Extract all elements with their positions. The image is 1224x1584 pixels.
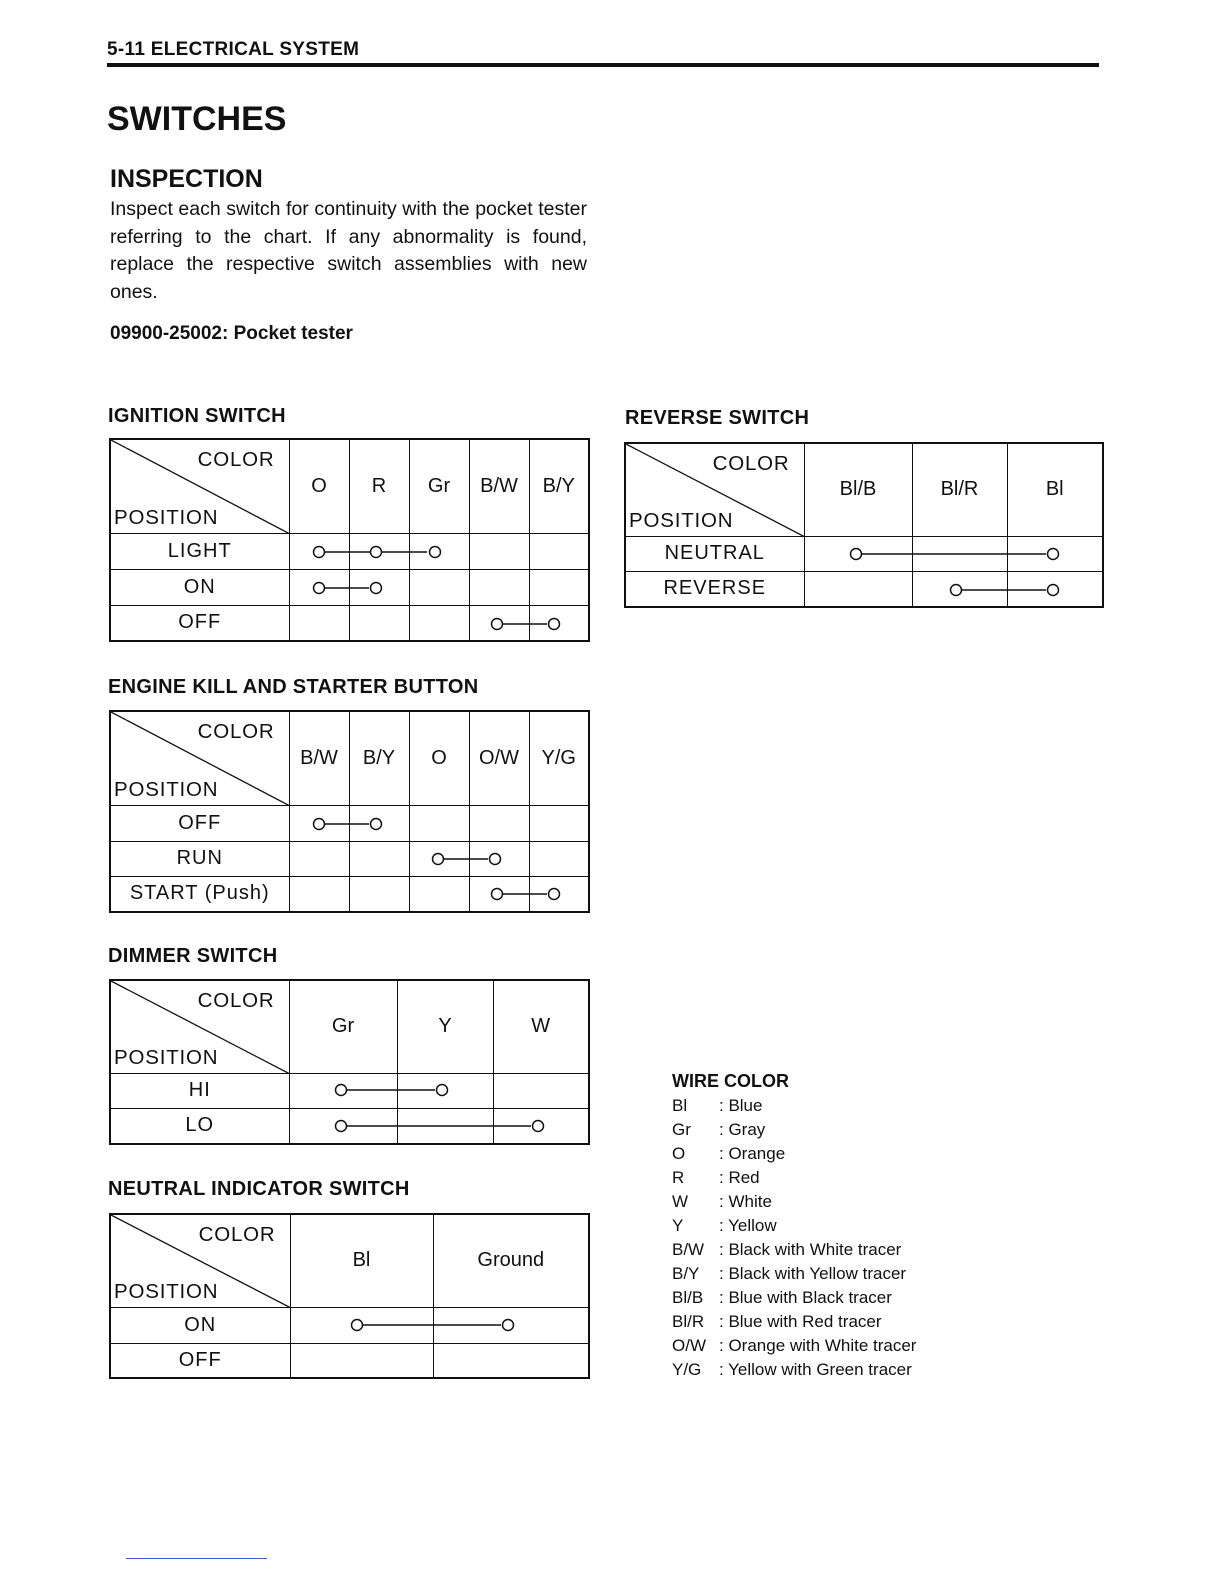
wire-description: : Black with Yellow tracer <box>719 1264 907 1283</box>
column-header: O <box>289 439 349 533</box>
table-cell <box>529 876 589 912</box>
table-cell <box>493 1108 589 1144</box>
color-label: COLOR <box>712 452 790 475</box>
table-cell <box>409 533 469 569</box>
list-item <box>672 1358 916 1382</box>
table-cell <box>289 533 349 569</box>
wire-code: B/Y <box>672 1264 700 1283</box>
table-cell <box>290 1343 433 1378</box>
column-header: Bl <box>290 1214 433 1307</box>
table-cell <box>529 569 589 605</box>
table-cell <box>397 1108 493 1144</box>
column-header: Y <box>397 980 493 1073</box>
legend-title: WIRE COLOR <box>672 1071 789 1091</box>
ignition-title: IGNITION SWITCH <box>108 405 286 427</box>
wire-description: : Blue <box>719 1096 763 1115</box>
color-label: COLOR <box>198 1223 276 1246</box>
wire-code: Gr <box>672 1120 691 1139</box>
dimmer-title: DIMMER SWITCH <box>108 945 278 967</box>
table-cell <box>912 571 1007 607</box>
position-label-off: OFF <box>110 1343 290 1378</box>
list-item <box>672 1286 916 1310</box>
table-cell <box>1007 536 1103 571</box>
table-cell <box>349 605 409 641</box>
table-cell <box>433 1343 589 1378</box>
wire-code: B/W <box>672 1240 705 1259</box>
wire-description: : Yellow <box>719 1216 777 1235</box>
color-label: COLOR <box>197 448 275 471</box>
wire-description: : White <box>719 1192 772 1211</box>
position-label-off: OFF <box>110 805 289 841</box>
position-label: POSITION <box>114 1279 219 1303</box>
list-item <box>672 1142 916 1166</box>
position-label: POSITION <box>114 505 219 529</box>
position-label-off: OFF <box>110 605 289 641</box>
position-label: POSITION <box>114 777 219 801</box>
table-cell <box>289 1108 397 1144</box>
column-header: O/W <box>469 711 529 805</box>
header-diagonal-cell <box>625 443 804 536</box>
header-diagonal-cell <box>110 439 289 533</box>
list-item <box>672 1190 916 1214</box>
table-cell <box>529 533 589 569</box>
section-header: 5-11 ELECTRICAL SYSTEM <box>107 39 360 60</box>
header-diagonal-cell <box>110 1214 290 1307</box>
reverse-switch-table <box>624 442 1104 608</box>
table-cell <box>349 876 409 912</box>
table-cell <box>433 1307 589 1343</box>
list-item <box>672 1118 916 1142</box>
wire-code: O <box>672 1144 686 1163</box>
reverse-title: REVERSE SWITCH <box>625 407 810 429</box>
wire-code: Bl/B <box>672 1288 704 1307</box>
table-cell <box>804 571 912 607</box>
list-item <box>672 1334 916 1358</box>
dimmer-switch-table <box>109 979 590 1145</box>
table-cell <box>529 841 589 876</box>
table-cell <box>289 805 349 841</box>
column-header: Bl <box>1007 443 1103 536</box>
footer-link-underline <box>126 1558 267 1559</box>
position-label: POSITION <box>629 508 734 532</box>
wire-description: : Gray <box>719 1120 766 1139</box>
list-item <box>672 1214 916 1238</box>
table-cell <box>409 605 469 641</box>
table-cell <box>290 1307 433 1343</box>
column-header: Gr <box>289 980 397 1073</box>
table-cell <box>409 841 469 876</box>
table-cell <box>409 569 469 605</box>
inspection-text: Inspect each switch for continuity with the pocket tester referring to the chart. If any abnormality is found, replace the respective switch assemblies with new ones. <box>110 198 587 303</box>
neutral-indicator-title: NEUTRAL INDICATOR SWITCH <box>108 1178 410 1200</box>
position-label-run: RUN <box>110 841 289 876</box>
wire-description: : Blue with Red tracer <box>719 1312 882 1331</box>
wire-code: Bl/R <box>672 1312 705 1331</box>
column-header: Ground <box>433 1214 589 1307</box>
table-cell <box>349 533 409 569</box>
table-cell <box>289 841 349 876</box>
table-cell <box>349 841 409 876</box>
header-rule <box>107 63 1099 67</box>
position-label-on: ON <box>110 1307 290 1343</box>
wire-description: : Orange with White tracer <box>719 1336 917 1355</box>
column-header: Bl/R <box>912 443 1007 536</box>
list-item <box>672 1094 916 1118</box>
column-header: Bl/B <box>804 443 912 536</box>
page-title: SWITCHES <box>107 100 287 138</box>
column-header: Y/G <box>529 711 589 805</box>
table-cell <box>469 569 529 605</box>
table-cell <box>804 536 912 571</box>
table-cell <box>397 1073 493 1108</box>
list-item <box>672 1262 916 1286</box>
position-label-start: START (Push) <box>110 876 289 912</box>
position-label-light: LIGHT <box>110 533 289 569</box>
table-cell <box>469 805 529 841</box>
column-header: B/W <box>289 711 349 805</box>
table-cell <box>349 805 409 841</box>
position-label-hi: HI <box>110 1073 289 1108</box>
table-cell <box>289 605 349 641</box>
wire-description: : Blue with Black tracer <box>719 1288 892 1307</box>
header-diagonal-cell <box>110 980 289 1073</box>
wire-description: : Yellow with Green tracer <box>719 1360 912 1379</box>
wire-description: : Black with White tracer <box>719 1240 902 1259</box>
table-cell <box>289 876 349 912</box>
wire-code: O/W <box>672 1336 706 1355</box>
list-item <box>672 1166 916 1190</box>
table-cell <box>469 876 529 912</box>
color-label: COLOR <box>197 989 275 1012</box>
column-header: B/W <box>469 439 529 533</box>
table-cell <box>349 569 409 605</box>
wire-code: Y <box>672 1216 684 1235</box>
table-cell <box>1007 571 1103 607</box>
position-label-neutral: NEUTRAL <box>625 536 804 571</box>
position-label: POSITION <box>114 1045 219 1069</box>
table-cell <box>289 1073 397 1108</box>
table-cell <box>912 536 1007 571</box>
wire-description: : Orange <box>719 1144 786 1163</box>
tool-reference: 09900-25002: Pocket tester <box>110 323 353 344</box>
column-header: B/Y <box>349 711 409 805</box>
wire-code: Bl <box>672 1096 688 1115</box>
inspection-heading: INSPECTION <box>110 165 263 193</box>
column-header: B/Y <box>529 439 589 533</box>
engine-kill-table <box>109 710 590 913</box>
column-header: O <box>409 711 469 805</box>
color-label: COLOR <box>197 720 275 743</box>
position-label-on: ON <box>110 569 289 605</box>
column-header: Gr <box>409 439 469 533</box>
neutral-indicator-table <box>109 1213 590 1379</box>
wire-code: Y/G <box>672 1360 702 1379</box>
table-cell <box>493 1073 589 1108</box>
wire-code: R <box>672 1168 685 1187</box>
table-cell <box>409 876 469 912</box>
position-label-reverse: REVERSE <box>625 571 804 607</box>
ignition-switch-table <box>109 438 590 642</box>
list-item <box>672 1310 916 1334</box>
table-cell <box>289 569 349 605</box>
column-header: W <box>493 980 589 1073</box>
position-label-lo: LO <box>110 1108 289 1144</box>
table-cell <box>409 805 469 841</box>
engine-kill-title: ENGINE KILL AND STARTER BUTTON <box>108 676 479 698</box>
table-cell <box>469 605 529 641</box>
header-diagonal-cell <box>110 711 289 805</box>
wire-color-legend <box>672 1071 916 1382</box>
table-cell <box>529 605 589 641</box>
wire-description: : Red <box>719 1168 760 1187</box>
table-cell <box>469 533 529 569</box>
wire-code: W <box>672 1192 689 1211</box>
column-header: R <box>349 439 409 533</box>
table-cell <box>529 805 589 841</box>
table-cell <box>469 841 529 876</box>
list-item <box>672 1238 916 1262</box>
